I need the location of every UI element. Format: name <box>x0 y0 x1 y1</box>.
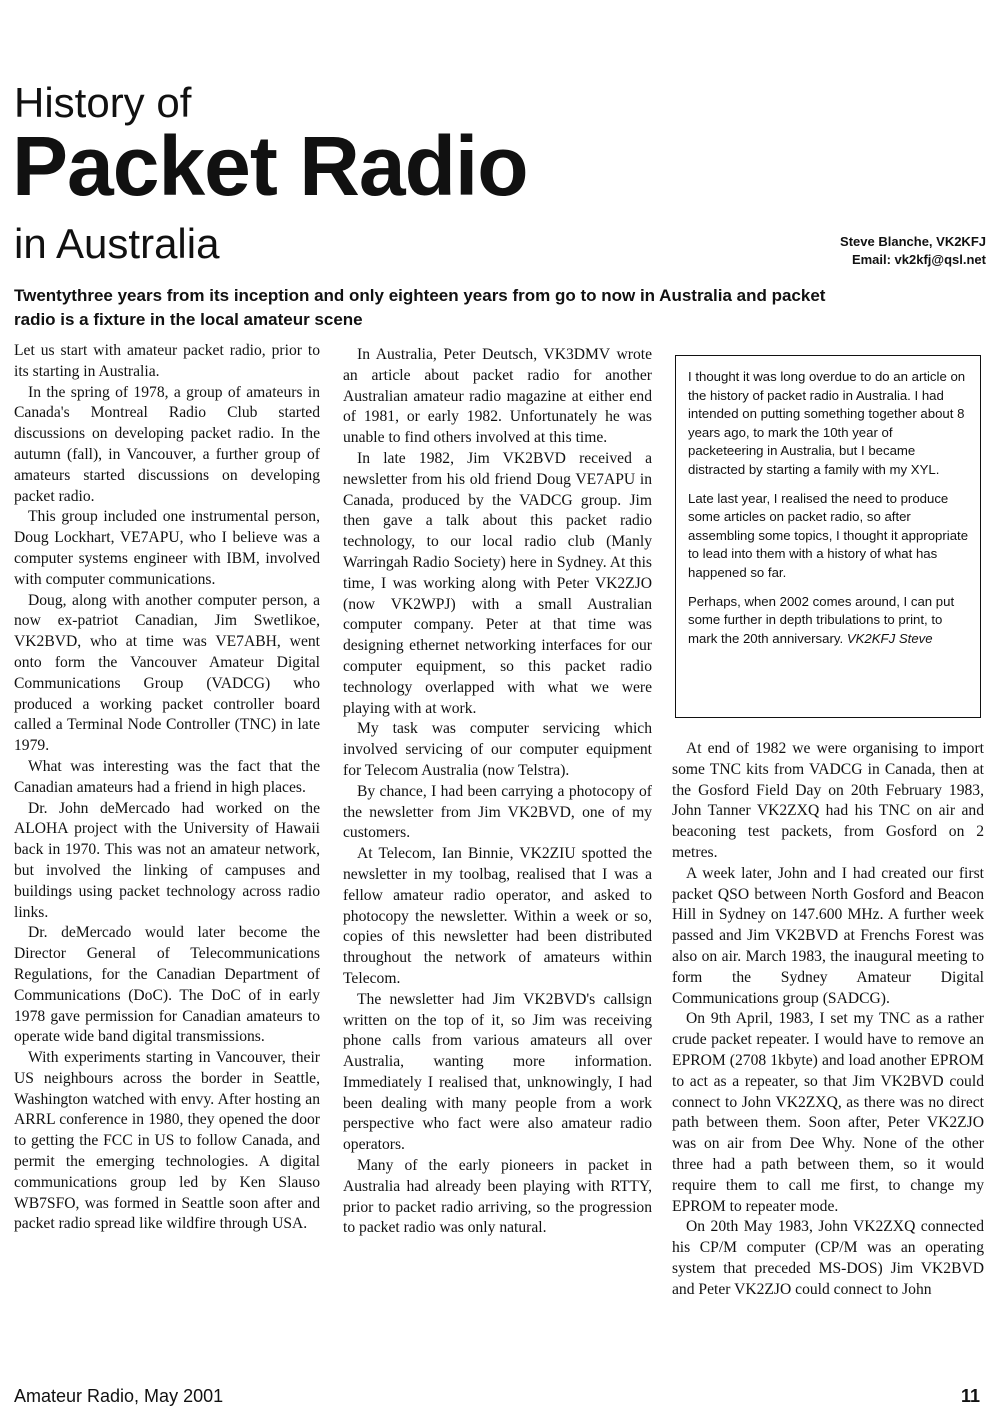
article-column-3 <box>672 739 984 1301</box>
article-column-1 <box>14 341 320 1235</box>
footer-publication: Amateur Radio, May 2001 <box>14 1386 224 1406</box>
sidebar-paragraph-text: Perhaps, when 2002 comes around, I can put some further in depth tribulations to print, to mark the 20th anniversary. <box>688 593 955 646</box>
paragraph: Many of the early pioneers in packet in Australia had already been playing with RTTY, prior to packet radio arriving, so the progression to packet radio was only natural. <box>343 1157 652 1237</box>
article-column-2 <box>343 345 652 1239</box>
sidebar-paragraph: I thought it was long overdue to do an article on the history of packet radio in Australia. I had intended on putting something together about 8 years ago, to mark the 10th year of packeteering in Australia, but I became distracted by starting a family with my XYL. <box>688 369 966 477</box>
sidebar-paragraph <box>688 593 970 649</box>
paragraph: On 20th May 1983, John VK2ZXQ connected his CP/M computer (CP/M was an operating system that preceded MS-DOS) Jim VK2BVD and Peter VK2ZJO could connect to John <box>672 1218 984 1298</box>
author-note-sidebar <box>675 355 981 718</box>
paragraph: In late 1982, Jim VK2BVD received a newsletter from his old friend Doug VE7APU in Canada, produced by the VADCG group. Jim then gave a talk about this packet radio technology, to our local radio club (Manly Warringah Radio Society) here in Sydney. At this time, I was working along with Peter VK2ZJO (now VK2WPJ) with a small Australian computer company. Peter at that time was designing ethernet networking interfaces for our computer equipment, so this packet radio technology overlapped with what we were playing with at work. <box>343 449 652 717</box>
paragraph: In the spring of 1978, a group of amateurs in Canada's Montreal Radio Club started discussions on developing packet radio. In the autumn (fall), in Vancouver, a further group of amateurs started discussions on developing packet radio. <box>14 383 320 505</box>
standfirst: Twentythree years from its inception and only eighteen years from go to now in Australia and packet radio is a fixture in the local amateur scene <box>14 286 826 329</box>
sidebar-signature: VK2KFJ Steve <box>846 630 933 646</box>
footer-page-number: 11 <box>960 1386 980 1406</box>
byline <box>840 233 986 269</box>
paragraph: With experiments starting in Vancouver, their US neighbours across the border in Seattle, Washington watched with envy. After hosting an ARRL conference in 1980, they opened the door to getting the FCC in US to follow Canada, and permit the emerging technologies. A digital communications group led by Ken Slauso WB7SFO, was formed in Seattle soon after and packet radio spread like wildfire through USA. <box>14 1049 320 1233</box>
title-line-3: in Australia <box>14 220 220 267</box>
paragraph: At Telecom, Ian Binnie, VK2ZIU spotted the newsletter in my toolbag, realised that I was a fellow amateur radio operator, and asked to photocopy the newsletter. Within a week or so, copies of this newsletter had been distributed throughout the network of amateurs within Telecom. <box>343 845 652 987</box>
paragraph: Doug, along with another computer person, a now ex-patriot Canadian, Jim Swetlikoe, VK2BVD, who at time was VE7ABH, went onto form the Vancouver Amateur Digital Communications Group (VADCG) who produced a working packet controller board called a Terminal Node Controller (TNC) in late 1979. <box>14 591 320 755</box>
sidebar-paragraph: Late last year, I realised the need to produce some articles on packet radio, so after assembling some topics, I thought it appropriate to lead into them with a history of what has happened so far. <box>688 490 969 580</box>
author-email: Email: vk2kfj@qsl.net <box>851 252 986 267</box>
paragraph: What was interesting was the fact that the Canadian amateurs had a friend in high places. <box>14 757 320 796</box>
paragraph: At end of 1982 we were organising to import some TNC kits from VADCG in Canada, then at the Gosford Field Day on 20th February 1983, John Tanner VK2ZXQ had his TNC on air and beaconing test packets, from Gosford on 2 metres. <box>672 740 984 861</box>
author-name: Steve Blanche, VK2KFJ <box>840 234 986 249</box>
paragraph: By chance, I had been carrying a photocopy of the newsletter from Jim VK2BVD, one of my customers. <box>343 782 652 842</box>
paragraph: Let us start with amateur packet radio, prior to its starting in Australia. <box>14 342 320 380</box>
paragraph: On 9th April, 1983, I set my TNC as a rather crude packet repeater. I would have to remove an EPROM (2708 1kbyte) and load another EPROM to act as a repeater, so that Jim VK2BVD could connect to John VK2ZXQ, as there was no direct path between them. Soon after, Peter VK2ZJO was on air from Dee Why. None of the other three had a path between them, so it would require them to call me first, to change my EPROM to repeater mode. <box>672 1010 984 1215</box>
paragraph: A week later, John and I had created our first packet QSO between North Gosford and Beacon Hill in Sydney on 147.600 MHz. A further week passed and Jim VK2BVD at Frenchs Forest was also on air. March 1983, the inaugural meeting to form the Sydney Amateur Digital Communications group (SADCG). <box>672 864 984 1007</box>
paragraph: In Australia, Peter Deutsch, VK3DMV wrote an article about packet radio for another Australian amateur radio magazine at either end of 1981, or early 1982. Unfortunately he was unable to find others involved at this time. <box>343 346 652 447</box>
paragraph: The newsletter had Jim VK2BVD's callsign written on the top of it, so Jim was receiving phone calls from various amateurs all over Australia, wanting more information. Immediately I realised that, unknowingly, I had been dealing with many people from a work perspective who fact were also amateur radio operators. <box>343 990 652 1154</box>
paragraph: Dr. deMercado would later become the Director General of Telecommunications Regulations, for the Canadian Department of Communications (DoC). The DoC of in early 1978 gave permission for Canadian amateurs to operate wide band digital transmissions. <box>14 924 320 1046</box>
paragraph: My task was computer servicing which involved servicing of our computer equipment for Telecom Australia (now Telstra). <box>343 720 652 779</box>
title-line-2: Packet Radio <box>12 119 528 213</box>
title-line-1: History of <box>14 79 192 126</box>
paragraph: This group included one instrumental person, Doug Lockhart, VE7APU, who I believe was a computer systems engineer with IBM, involved with computer communications. <box>14 508 320 588</box>
paragraph: Dr. John deMercado had worked on the ALOHA project with the University of Hawaii back in 1970. This was not an amateur network, but involved the linking of campuses and buildings using packet technology across radio links. <box>14 799 320 921</box>
